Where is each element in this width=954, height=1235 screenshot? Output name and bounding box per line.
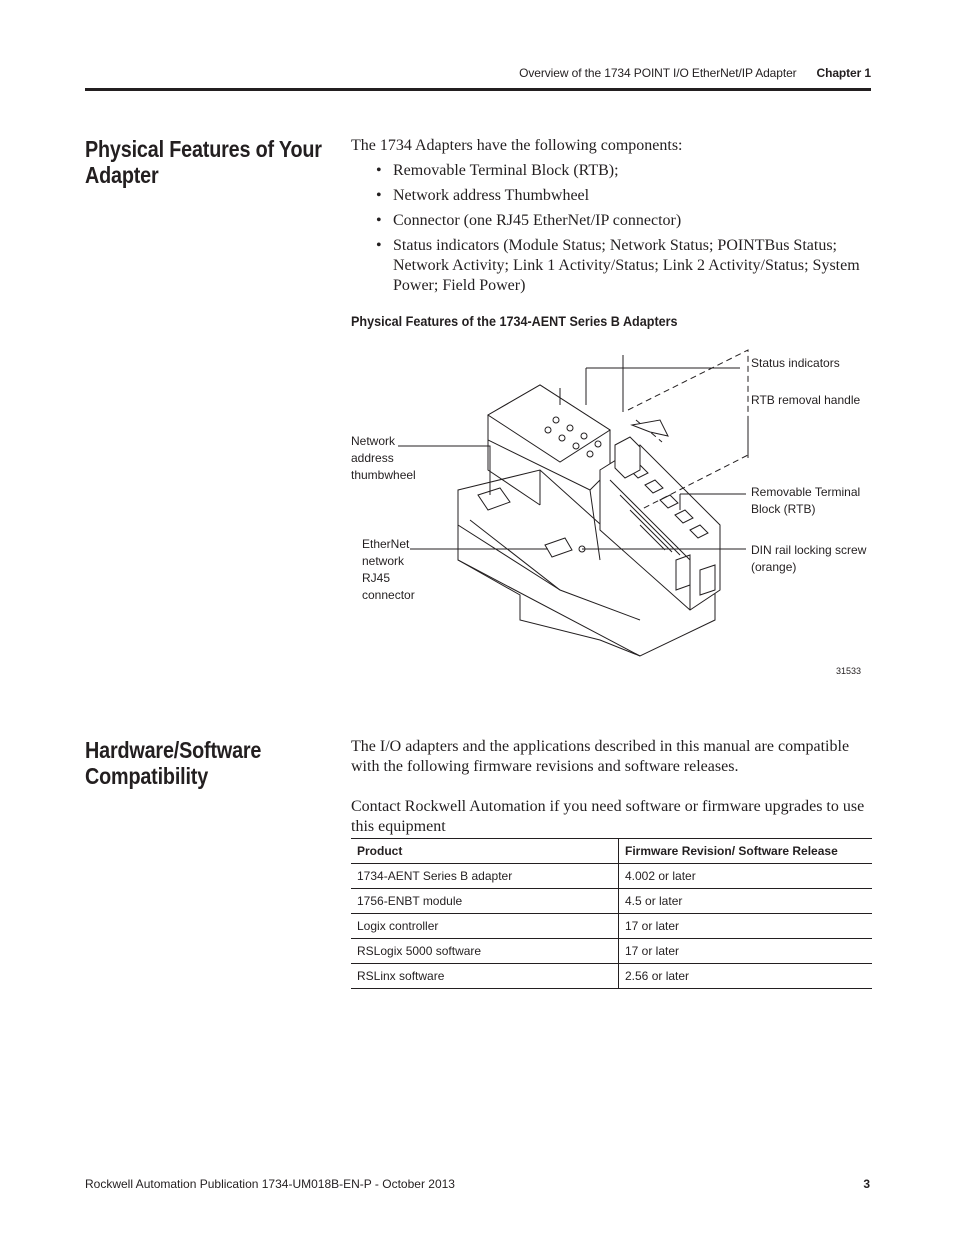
component-list xyxy=(351,161,861,301)
compatibility-table xyxy=(351,838,872,989)
callout-rtb: Removable Terminal Block (RTB) xyxy=(751,485,861,516)
table-row xyxy=(351,964,872,989)
list-item: • Connector (one RJ45 EtherNet/IP connector) xyxy=(351,211,861,231)
figure-caption: Physical Features of the 1734-AENT Series B Adapters xyxy=(351,313,678,329)
callout-network-thumbwheel: Network address thumbwheel xyxy=(351,434,416,482)
table-cell: 4.5 or later xyxy=(619,889,873,914)
table-cell: 17 or later xyxy=(619,914,873,939)
column-header-product: Product xyxy=(351,839,619,864)
footer-publication: Rockwell Automation Publication 1734-UM018B-EN-P - October 2013 xyxy=(85,1177,455,1191)
header-chapter: Chapter 1 xyxy=(816,66,871,80)
callout-din-rail-screw: DIN rail locking screw (orange) xyxy=(751,543,867,574)
table-cell: 1756-ENBT module xyxy=(351,889,619,914)
table-header-row xyxy=(351,839,872,864)
compatibility-paragraph: The I/O adapters and the applications described in this manual are compatible with the following firmware revisions and software releases. xyxy=(351,738,850,775)
running-header xyxy=(519,66,871,80)
table-row xyxy=(351,889,872,914)
section-heading-compatibility: Hardware/Software Compatibility xyxy=(85,737,262,789)
contact-paragraph: Contact Rockwell Automation if you need software or firmware upgrades to use this equipment xyxy=(351,798,865,835)
callout-status-indicators: Status indicators xyxy=(751,356,840,370)
table-cell: 17 or later xyxy=(619,939,873,964)
table-row xyxy=(351,864,872,889)
section-heading-physical-features: Physical Features of Your Adapter xyxy=(85,136,322,188)
table-row xyxy=(351,939,872,964)
list-item: • Removable Terminal Block (RTB); xyxy=(351,161,861,181)
table-cell: 1734-AENT Series B adapter xyxy=(351,864,619,889)
table-row xyxy=(351,914,872,939)
column-header-firmware: Firmware Revision/ Software Release xyxy=(619,839,873,864)
header-title: Overview of the 1734 POINT I/O EtherNet/IP Adapter xyxy=(519,66,797,80)
page-number: 3 xyxy=(863,1177,870,1191)
list-item: • Status indicators (Module Status; Network Status; POINTBus Status; Network Activity; Link 1 Activity/Status; Link 2 Activity/Status; System Power; Field Power) xyxy=(351,236,861,296)
header-rule xyxy=(85,88,871,91)
table-cell: Logix controller xyxy=(351,914,619,939)
list-item: • Network address Thumbwheel xyxy=(351,186,861,206)
figure-number: 31533 xyxy=(836,666,862,676)
table-cell: RSLogix 5000 software xyxy=(351,939,619,964)
table-cell: 2.56 or later xyxy=(619,964,873,989)
table-cell: 4.002 or later xyxy=(619,864,873,889)
callout-ethernet-connector: EtherNet network RJ45 connector xyxy=(362,537,415,602)
table-cell: RSLinx software xyxy=(351,964,619,989)
intro-text: The 1734 Adapters have the following components: xyxy=(351,137,683,154)
callout-rtb-removal-handle: RTB removal handle xyxy=(751,393,861,407)
